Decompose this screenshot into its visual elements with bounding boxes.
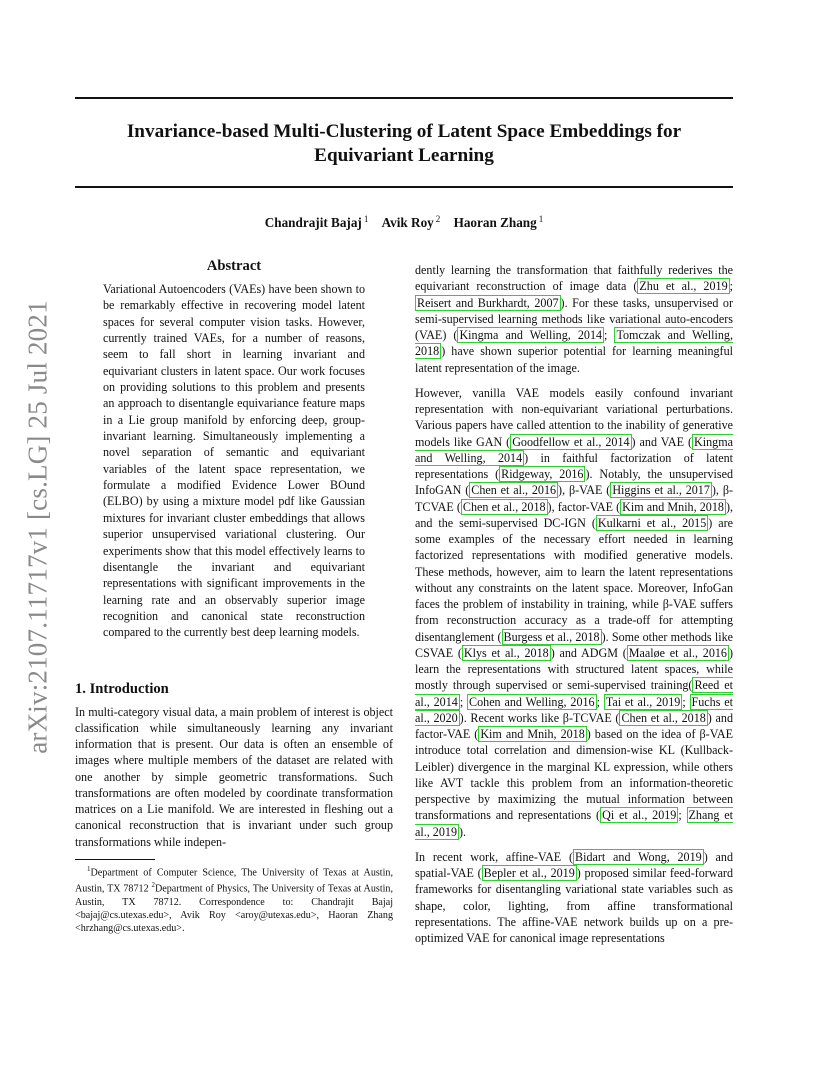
left-column — [75, 258, 393, 935]
author — [454, 215, 544, 230]
footnote-mark: 2 — [151, 881, 155, 890]
citation-link[interactable]: Reed et al., 2014 — [415, 678, 734, 709]
paper-title — [75, 120, 733, 168]
citation-link[interactable]: Maaløe et al., 2016 — [628, 645, 727, 660]
author-affiliation: 1 — [538, 214, 544, 224]
paper-title-line-2: Equivariant Learning — [314, 145, 494, 166]
title-rule-bottom — [75, 186, 733, 188]
citation-link[interactable]: Tai et al., 2019 — [605, 694, 681, 709]
author — [265, 215, 369, 230]
author-affiliation: 1 — [363, 214, 369, 224]
footnote-text-2: Department of Physics, The University of Texas at Austin, Austin, TX 78712. Correspondence to: Chandrajit Bajaj <bajaj@cs.utexas.edu>, Avik Roy <aroy@utexas.edu>, Haoran Zhang <hrzhang@cs.utexas.edu>. — [75, 883, 393, 934]
intro-paragraph: In multi-category visual data, a main problem of interest is object classification while simultaneously learning any invariant information that is present. Our data is often an ensemble of images where multiple members of the dataset are related with one another by simple geometric transformations. Such transformations are often modeled by coordinate transformation matrices on a Lie manifold. We are interested in fleshing out a canonical reconstruction that is invariant under such group transformations while indepen- — [75, 704, 393, 849]
citation-link[interactable]: Chen et al., 2018 — [462, 499, 546, 514]
citation-link[interactable]: Reisert and Burkhardt, 2007 — [417, 295, 559, 310]
intro-heading: 1. Introduction — [75, 680, 169, 697]
citation-link[interactable]: Bidart and Wong, 2019 — [575, 849, 702, 864]
abstract-heading: Abstract — [206, 258, 262, 274]
citation-link[interactable]: Kingma and Welling, 2014 — [459, 328, 603, 342]
author-name: Haoran Zhang — [453, 215, 537, 231]
author-name: Avik Roy — [381, 215, 434, 231]
citation-link[interactable]: Kim and Mnih, 2018 — [480, 727, 585, 741]
citation-link[interactable]: Kingma and Welling, 2014 — [415, 434, 733, 465]
citation-link[interactable]: Chen et al., 2018 — [621, 710, 706, 725]
footnote-rule — [75, 859, 155, 860]
footnote — [75, 863, 393, 935]
right-column — [415, 262, 733, 955]
citation-link[interactable]: Goodfellow et al., 2014 — [512, 434, 630, 449]
citation-link[interactable]: Bepler et al., 2019 — [483, 866, 575, 880]
right-paragraph-1: dently learning the transformation that faithfully rederives the equivariant reconstruction of image data ( Zhu et al., 2019 ; Reisert and Burkhardt, 2007 ). For these tasks, unsupervised or semi-supervised learning methods like variational auto-encoders (VAE) ( Kingma and Welling, 2014 ; Tomczak and Welling, 2018 ) have shown superior potential for learning meaningful latent representation of the image. — [415, 263, 733, 375]
citation-link[interactable]: Kulkarni et al., 2015 — [597, 515, 707, 530]
citation-link[interactable]: Kim and Mnih, 2018 — [622, 499, 724, 514]
arxiv-stamp — [18, 297, 58, 757]
citation-link[interactable]: Cohen and Welling, 2016 — [469, 694, 595, 709]
author-affiliation: 2 — [435, 214, 441, 224]
citation-link[interactable]: Klys et al., 2018 — [463, 645, 549, 660]
paper-title-line-1: Invariance-based Multi-Clustering of Latent Space Embeddings for — [126, 121, 682, 142]
citation-link[interactable]: Zhu et al., 2019 — [639, 279, 728, 294]
footnote-mark: 1 — [87, 864, 91, 873]
citation-link[interactable]: Ridgeway, 2016 — [501, 467, 584, 481]
citation-link[interactable]: Qi et al., 2019 — [602, 808, 677, 823]
abstract-text: Variational Autoencoders (VAEs) have been shown to be remarkably effective in recovering model latent spaces for several computer vision tasks. However, currently trained VAEs, for a number of reasons, seem to fall short in learning invariant and equivariant clusters in latent space. Our work focuses on providing solutions to this problem and presents an approach to disentangle equivariance feature maps in a Lie group manifold by enforcing deep, group-invariant learning. Simultaneously implementing a novel separation of semantic and equivariant variables of the latent space representation, we formulate a modified Evidence Lower BOund (ELBO) by using a mixture model pdf like Gaussian mixtures for invariant cluster embeddings that allows superior unsupervised variational clustering. Our experiments show that this model effectively learns to disentangle the invariant and equivariant representations with significant improvements in the learning rate and an observably superior image recognition and canonical state reconstruction compared to the currently best deep learning models. — [103, 282, 365, 640]
citation-link[interactable]: Chen et al., 2016 — [471, 483, 557, 498]
author-list — [75, 214, 733, 231]
citation-link[interactable]: Fuchs et al., 2020 — [415, 694, 733, 725]
citation-link[interactable]: Burgess et al., 2018 — [503, 629, 600, 644]
citation-link[interactable]: Zhang et al., 2019 — [415, 808, 733, 839]
arxiv-stamp-text[interactable]: arXiv:2107.11717v1 [cs.LG] 25 Jul 2021 — [22, 300, 53, 754]
footnote-text-1: Department of Computer Science, The University of Texas at Austin, Austin, TX 78712 — [75, 867, 393, 895]
citation-link[interactable]: Higgins et al., 2017 — [612, 483, 710, 498]
author — [382, 215, 441, 230]
title-rule-top — [75, 97, 733, 99]
right-paragraph-2: However, vanilla VAE models easily confound invariant representation with non-equivariant variational perturbations. Various papers have called attention to the inability of generative models like GAN ( Goodfellow et al., 2014 ) and VAE ( Kingma and Welling, 2014 ) in faithful factorization of latent representations ( Ridgeway, 2016 ). Notably, the unsupervised InfoGAN ( Chen et al., 2016 ), β-VAE ( Higgins et al., 2017 ), β-TCVAE ( Chen et al., 2018 ), factor-VAE ( Kim and Mnih, 2018 ), and the semi-supervised DC-IGN ( Kulkarni et al., 2015 ) are some examples of the necessary effort needed in learning factorized representations with modified generative models. These methods, however, aim to learn the latent representations without any constraints on the latent space. Moreover, InfoGan faces the problem of instability in training, while β-VAE suffers from reconstruction accuracy as a trade-off for attempting disentanglement ( Burgess et al., 2018 ). Some other methods like CSVAE ( Klys et al., 2018 ) and ADGM ( Maaløe et al., 2016 ) learn the representations with structured latent spaces, while mostly through supervised or semi-supervised training( Reed et al., 2014 ; Cohen and Welling, 2016 ; Tai et al., 2019 ; Fuchs et al., 2020 ). Recent works like β-TCVAE ( Chen et al., 2018 ) and factor-VAE ( Kim and Mnih, 2018 ) based on the idea of β-VAE introduce total correlation and dimension-wise KL (Kullback-Leibler) divergence in the marginal KL expression, while others like AVT tackle this problem from an information-theoretic perspective by maximizing the mutual information between transformations and representations ( Qi et al., 2019 ; Zhang et al., 2019 ). — [415, 385, 734, 839]
citation-link[interactable]: Tomczak and Welling, 2018 — [415, 328, 733, 359]
right-paragraph-3: In recent work, affine-VAE ( Bidart and Wong, 2019 ) and spatial-VAE ( Bepler et al., 2019 ) proposed similar feed-forward frameworks for disentangling variational state variables such as shape, color, lighting, from affine transformational representations. The affine-VAE network builds up on a pre-optimized VAE for canonical image representations — [415, 849, 734, 945]
author-name: Chandrajit Bajaj — [264, 215, 362, 231]
